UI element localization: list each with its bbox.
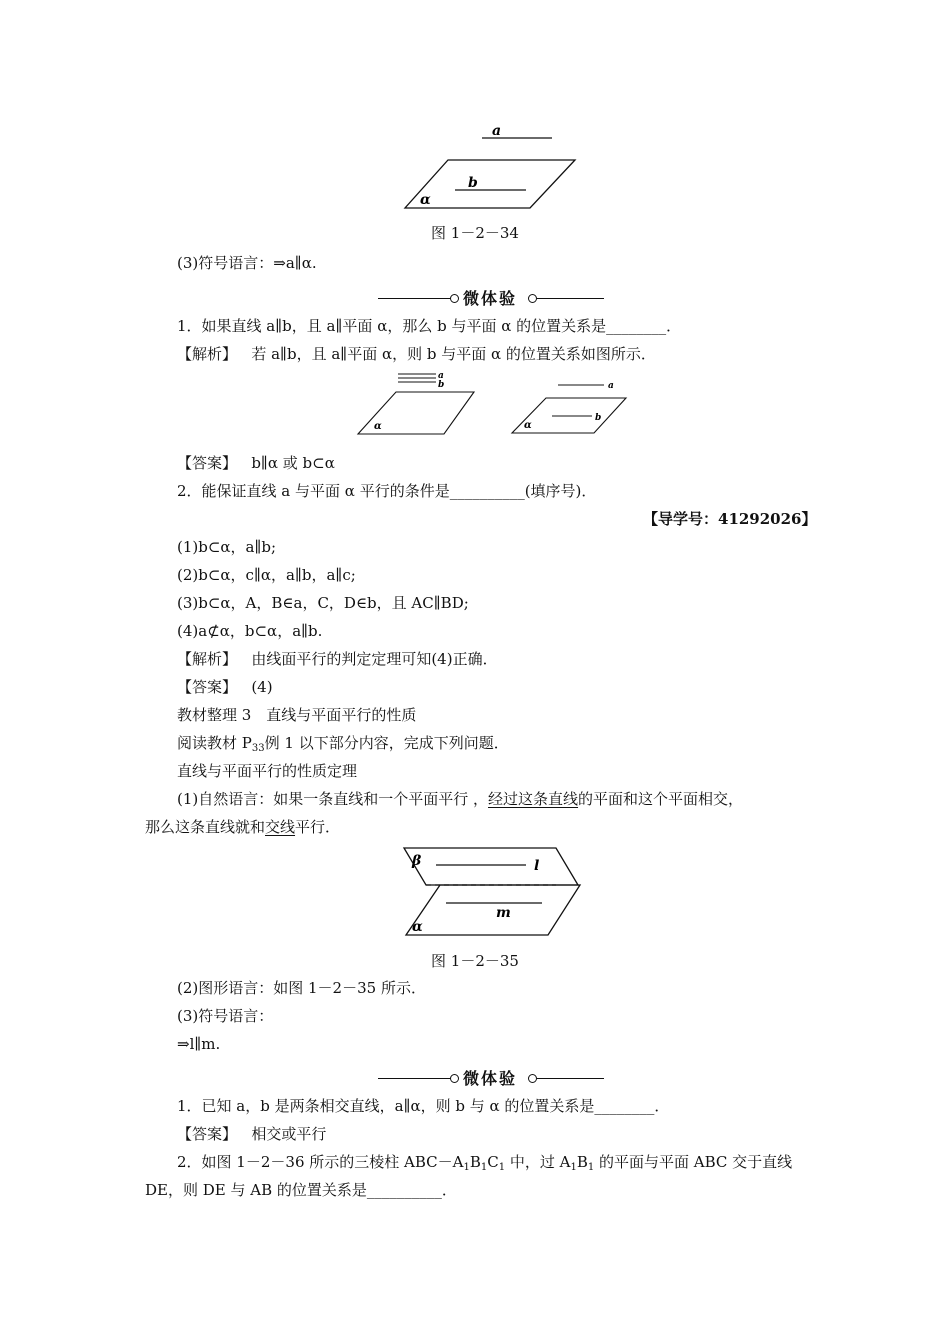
banner-rule-right (537, 298, 604, 299)
page-subscript: 33 (251, 743, 265, 754)
question-2-option-4: (4)a⊄α，b⊂α，a∥b. (177, 622, 323, 640)
analysis-text: 若 a∥b，且 a∥平面 α，则 b 与平面 α 的位置关系如图所示． (251, 345, 656, 363)
symbolic-language-3: (3)符号语言：⇒a∥α. (177, 254, 317, 272)
banner-rule-right (537, 1078, 604, 1079)
natural-text-cont: 的平面和这个平面相交， (578, 790, 744, 808)
natural-language-line-2 (145, 817, 340, 837)
natural-language-line-1 (177, 789, 743, 809)
answer-text: (4) (251, 678, 273, 696)
banner-dot-right (528, 1074, 537, 1083)
label-alpha: α (412, 919, 423, 935)
stem-part: B (469, 1153, 481, 1171)
banner-dot-right (528, 294, 537, 303)
section-title: 教材整理 3 直线与平面平行的性质 (177, 706, 417, 724)
label-a: a (492, 123, 502, 139)
label-b: b (468, 175, 478, 191)
symbolic-result: ⇒l∥m. (177, 1035, 221, 1053)
stem-part: C (487, 1153, 499, 1171)
figure-q1-left (356, 370, 481, 438)
question-2-stem: 2．能保证直线 a 与平面 α 平行的条件是__________(填序号)． (177, 482, 597, 500)
question-2-answer (177, 677, 273, 697)
figure-1-2-34 (400, 122, 580, 214)
label-b: b (595, 413, 602, 423)
banner-title: 微体验 (463, 1069, 518, 1088)
reading-text-rest: 例 1 以下部分内容，完成下列问题． (264, 734, 509, 752)
question-2-analysis (177, 649, 498, 669)
label-m: m (496, 905, 511, 921)
banner-title: 微体验 (463, 289, 518, 308)
figure-q1-right (510, 378, 630, 436)
banner-rule-left (378, 1078, 453, 1079)
question-2-option-3: (3)b⊂α，A，B∈a，C，D∈b，且 AC∥BD; (177, 594, 469, 612)
natural-text-end: 平行． (295, 818, 341, 836)
banner-dot-left (450, 294, 459, 303)
figure-1-2-35 (400, 845, 585, 940)
question-3-answer (177, 1124, 326, 1144)
banner-rule-left (378, 298, 453, 299)
subscript: 1 (498, 1162, 506, 1173)
figure-caption-35: 图 1－2－35 (431, 952, 519, 970)
symbolic-language-3b: (3)符号语言： (177, 1007, 274, 1025)
label-a: a (438, 371, 444, 381)
analysis-tag: 【解析】 (177, 650, 238, 668)
question-1-analysis (177, 344, 656, 364)
question-2-option-2: (2)b⊂α，c∥α，a∥b，a∥c; (177, 566, 356, 584)
figure-caption-34: 图 1－2－34 (431, 224, 519, 242)
underlined-text: 交线 (265, 818, 296, 836)
answer-tag: 【答案】 (177, 1125, 238, 1143)
answer-tag: 【答案】 (177, 678, 238, 696)
subscript: 1 (480, 1162, 488, 1173)
guide-number: 【导学号：41292026】 (643, 510, 817, 528)
question-4-stem-line-2: DE，则 DE 与 AB 的位置关系是__________． (145, 1181, 457, 1199)
label-b: b (438, 380, 445, 390)
natural-text: 那么这条直线就和 (145, 818, 266, 836)
graphic-language-2: (2)图形语言：如图 1－2－35 所示． (177, 979, 426, 997)
question-4-stem-line-1 (177, 1152, 792, 1178)
question-1-stem: 1．如果直线 a∥b，且 a∥平面 α，那么 b 与平面 α 的位置关系是________． (177, 317, 682, 335)
subscript: 1 (570, 1162, 577, 1173)
answer-tag: 【答案】 (177, 454, 238, 472)
label-beta: β (412, 853, 422, 869)
plane-beta (404, 848, 578, 885)
label-alpha: α (420, 192, 431, 208)
section-banner-2 (0, 1066, 950, 1090)
stem-part: 2．如图 1－2－36 所示的三棱柱 ABC－A (177, 1153, 464, 1171)
plane-alpha (406, 885, 580, 935)
analysis-text: 由线面平行的判定定理可知(4)正确． (251, 650, 498, 668)
stem-part: B (576, 1153, 588, 1171)
section-banner (0, 286, 950, 310)
stem-part: 中，过 A (505, 1153, 571, 1171)
answer-text: 相交或平行 (251, 1125, 327, 1143)
reading-text: 阅读教材 P (177, 734, 252, 752)
answer-text: b∥α 或 b⊂α (251, 454, 335, 472)
label-alpha: α (374, 421, 382, 432)
theorem-title: 直线与平面平行的性质定理 (177, 762, 358, 780)
label-l: l (534, 858, 540, 874)
subscript: 1 (587, 1162, 595, 1173)
natural-text: (1)自然语言：如果一条直线和一个平面平行 ， (177, 790, 489, 808)
question-2-option-1: (1)b⊂α，a∥b; (177, 538, 277, 556)
analysis-tag: 【解析】 (177, 345, 238, 363)
banner-dot-left (450, 1074, 459, 1083)
question-3-stem: 1．已知 a，b 是两条相交直线，a∥α，则 b 与 α 的位置关系是________． (177, 1097, 670, 1115)
label-a: a (608, 381, 614, 391)
stem-part: 的平面与平面 ABC 交于直线 (594, 1153, 793, 1171)
underlined-text: 经过这条直线 (488, 790, 579, 808)
label-alpha: α (524, 420, 532, 431)
question-1-answer (177, 453, 335, 473)
subscript: 1 (463, 1162, 470, 1173)
reading-instruction (177, 733, 509, 759)
